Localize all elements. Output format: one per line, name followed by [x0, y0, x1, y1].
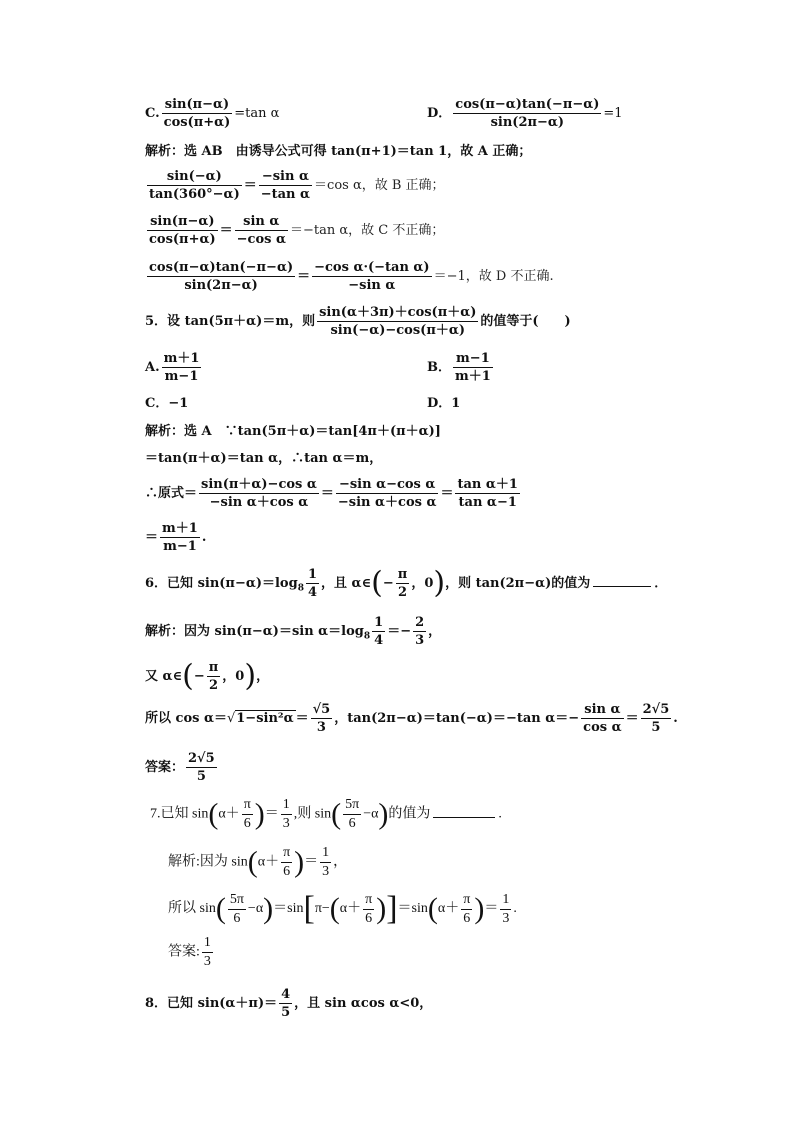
- answer-blank: [433, 804, 495, 818]
- fraction: $\frac{2√5}{5}$: [188, 751, 215, 784]
- q5-solution-line2: ＝tan(π＋α)＝tan α，∴tan α＝m，: [145, 451, 383, 466]
- fraction: $\frac{\sin(\alpha+3\pi)+\cos(\pi+\alpha)}{\sin(-\alpha)-\cos(\pi+\alpha)}$: [319, 305, 477, 338]
- q8-stem: 8．已知 sin(α＋π)＝ $\frac{4}{5}$ ，且 sin αcos α<0，: [145, 987, 433, 1020]
- q4-option-c: C. $\frac{\sin(\pi-\alpha)}{\cos(\pi+\alpha)}$ =tan α: [145, 97, 280, 130]
- fraction: $\frac{\pi}{2}$: [208, 660, 219, 693]
- fraction: $\frac{\text{−sin α−cos α}}{\text{−sin α＋cos α}}$: [337, 477, 437, 510]
- q5-solution-line3: ∴原式＝ $\frac{\text{sin(π＋α)−cos α}}{\text{−sin α＋cos α}}$ ＝ $\frac{\text{−sin α−cos α}}{\text{−sin α＋cos α}}$ ＝ $\frac{\text{tan α＋1}}{\text{tan α−1}}$: [145, 477, 518, 510]
- fraction: $\frac{\pi}{2}$: [397, 567, 408, 600]
- fraction: $\frac{\pi}{6}$: [365, 891, 373, 926]
- q4-option-d: D． $\frac{\cos(\pi-\alpha)\tan(-\pi-\alpha)}{\sin(2\pi-\alpha)}$ =1: [427, 97, 623, 130]
- fraction: $\frac{4}{5}$: [281, 987, 291, 1020]
- fraction: $\frac{\cos(\pi-\alpha)\tan(-\pi-\alpha)}{\sin(2\pi-\alpha)}$: [149, 260, 294, 293]
- q4-solution-d: $\frac{\cos(\pi-\alpha)\tan(-\pi-\alpha)}{\sin(2\pi-\alpha)}$ ＝ $\frac{\text{−cos α·(−tan α)}}{\text{−sin α}}$ ＝−1，故 D 不正确.: [149, 260, 554, 293]
- fraction: $\frac{m+1}{m-1}$: [163, 351, 200, 384]
- q7-solution-line1: 解析:因为 sin(α＋ $\frac{\pi}{6}$ )＝ $\frac{1}{3}$ ，: [168, 845, 348, 879]
- fraction: $\frac{\pi}{6}$: [243, 797, 251, 831]
- q5-solution-line4: ＝ $\frac{m+1}{m-1}$ .: [145, 521, 207, 554]
- q7-stem: 7.已知 sin(α＋ $\frac{\pi}{6}$ )＝ $\frac{1}{3}$ ,则 sin( $\frac{5\pi}{6}$ −α)的值为 .: [150, 797, 502, 831]
- fraction: $\frac{1}{3}$: [282, 797, 290, 831]
- q7-answer: 答案: $\frac{1}{3}$: [168, 935, 211, 969]
- q5-option-c: C．−1: [145, 396, 189, 411]
- answer-blank: [593, 573, 651, 587]
- fraction: $\frac{√5}{3}$: [312, 702, 331, 735]
- q6-solution-line2: 又 α∈(− $\frac{\pi}{2}$ ，0)，: [145, 658, 270, 694]
- fraction: $\frac{\sin(-\alpha)}{\tan(360^\circ-\alpha)}$: [149, 169, 240, 202]
- q5-stem: 5．设 tan(5π＋α)＝m，则 $\frac{\sin(\alpha+3\pi)+\cos(\pi+\alpha)}{\sin(-\alpha)-\cos(\pi+\alpha)}$ 的值等于( ): [145, 305, 571, 338]
- q5-option-b: B． $\frac{m-1}{m+1}$: [427, 351, 491, 384]
- fraction: $\frac{\text{sin(π＋α)−cos α}}{\text{−sin α＋cos α}}$: [201, 477, 317, 510]
- q4-solution-line1: 解析：选 AB 由诱导公式可得 tan(π+1)＝tan 1，故 A 正确；: [145, 144, 532, 159]
- q4-option-c-label: C.: [145, 106, 160, 121]
- fraction: $\frac{m+1}{m-1}$: [162, 521, 198, 554]
- fraction: $\frac{1}{3}$: [203, 935, 211, 969]
- q6-solution-line1: 解析：因为 sin(π−α)＝sin $\alpha=\log_8$ $\frac{1}{4}$ ＝− $\frac{2}{3}$ ，: [145, 615, 442, 648]
- fraction: $\frac{\text{tan α＋1}}{\text{tan α−1}}$: [457, 477, 518, 510]
- fraction: $\frac{2}{3}$: [415, 615, 425, 648]
- q7-solution-line2: 所以 sin( $\frac{5\pi}{6}$ −α)＝sin[π−(α＋ $\frac{\pi}{6}$ )]＝sin(α＋ $\frac{\pi}{6}$ )＝ $\frac{1}{3}$ .: [168, 890, 517, 927]
- fraction: $\frac{\sin(\pi-\alpha)}{\cos(\pi+\alpha)}$: [149, 214, 216, 247]
- q4-solution-c: $\frac{\sin(\pi-\alpha)}{\cos(\pi+\alpha)}$ ＝ $\frac{\text{sin α}}{\text{−cos α}}$ ＝−tan α，故 C 不正确；: [149, 214, 445, 247]
- fraction: $\frac{\cos(\pi-\alpha)\tan(-\pi-\alpha)}{\sin(2\pi-\alpha)}$: [455, 97, 600, 130]
- fraction: $\frac{\sin(\pi-\alpha)}{\cos(\pi+\alpha)}$: [163, 97, 231, 130]
- fraction: $\frac{1}{3}$: [502, 891, 510, 926]
- fraction: $\frac{\text{−cos α·(−tan α)}}{\text{−sin α}}$: [314, 260, 430, 293]
- fraction: $\frac{\text{−sin α}}{\text{−tan α}}$: [260, 169, 311, 202]
- fraction: $\frac{5\pi}{6}$: [345, 797, 360, 831]
- q4-option-d-label: D．: [427, 106, 452, 121]
- q5-option-d: D．1: [427, 396, 461, 411]
- q5-option-a: A. $\frac{m+1}{m-1}$: [145, 351, 200, 384]
- fraction: $\frac{1}{3}$: [322, 845, 330, 879]
- fraction: $\frac{1}{4}$: [307, 567, 318, 600]
- q6-stem: 6．已知 $\sin(\pi-\alpha)=\log_8$ $\frac{1}{4}$ ，且 α∈(− $\frac{\pi}{2}$ ，0)，则 tan(2π−α)的值为 ．: [145, 565, 668, 601]
- fraction: $\frac{2√5}{5}$: [642, 702, 670, 735]
- fraction: $\frac{5\pi}{6}$: [229, 891, 244, 926]
- fraction: $\frac{\text{sin α}}{\text{−cos α}}$: [236, 214, 286, 247]
- q4-solution-b: $\frac{\sin(-\alpha)}{\tan(360^\circ-\alpha)}$ ＝ $\frac{\text{−sin α}}{\text{−tan α}}$ ＝cos α，故 B 正确；: [149, 169, 445, 202]
- q5-solution-line1: 解析：选 A ∵tan(5π＋α)＝tan[4π＋(π＋α)]: [145, 424, 441, 439]
- fraction: $\frac{\pi}{6}$: [283, 845, 291, 879]
- fraction: $\frac{\pi}{6}$: [463, 891, 471, 926]
- fraction: $\frac{\text{sin α}}{\text{cos α}}$: [583, 702, 622, 735]
- fraction: $\frac{1}{4}$: [374, 615, 384, 648]
- fraction: $\frac{m-1}{m+1}$: [455, 351, 491, 384]
- q6-solution-line3: 所以 cos α＝√1−sin²α ＝ $\frac{√5}{3}$ ，tan(2π−α)＝tan(−α)＝−tan α＝− $\frac{\text{sin α}}{\text{cos α}}$ ＝ $\frac{2√5}{5}$ .: [145, 702, 678, 735]
- q6-answer: 答案： $\frac{2√5}{5}$: [145, 751, 215, 784]
